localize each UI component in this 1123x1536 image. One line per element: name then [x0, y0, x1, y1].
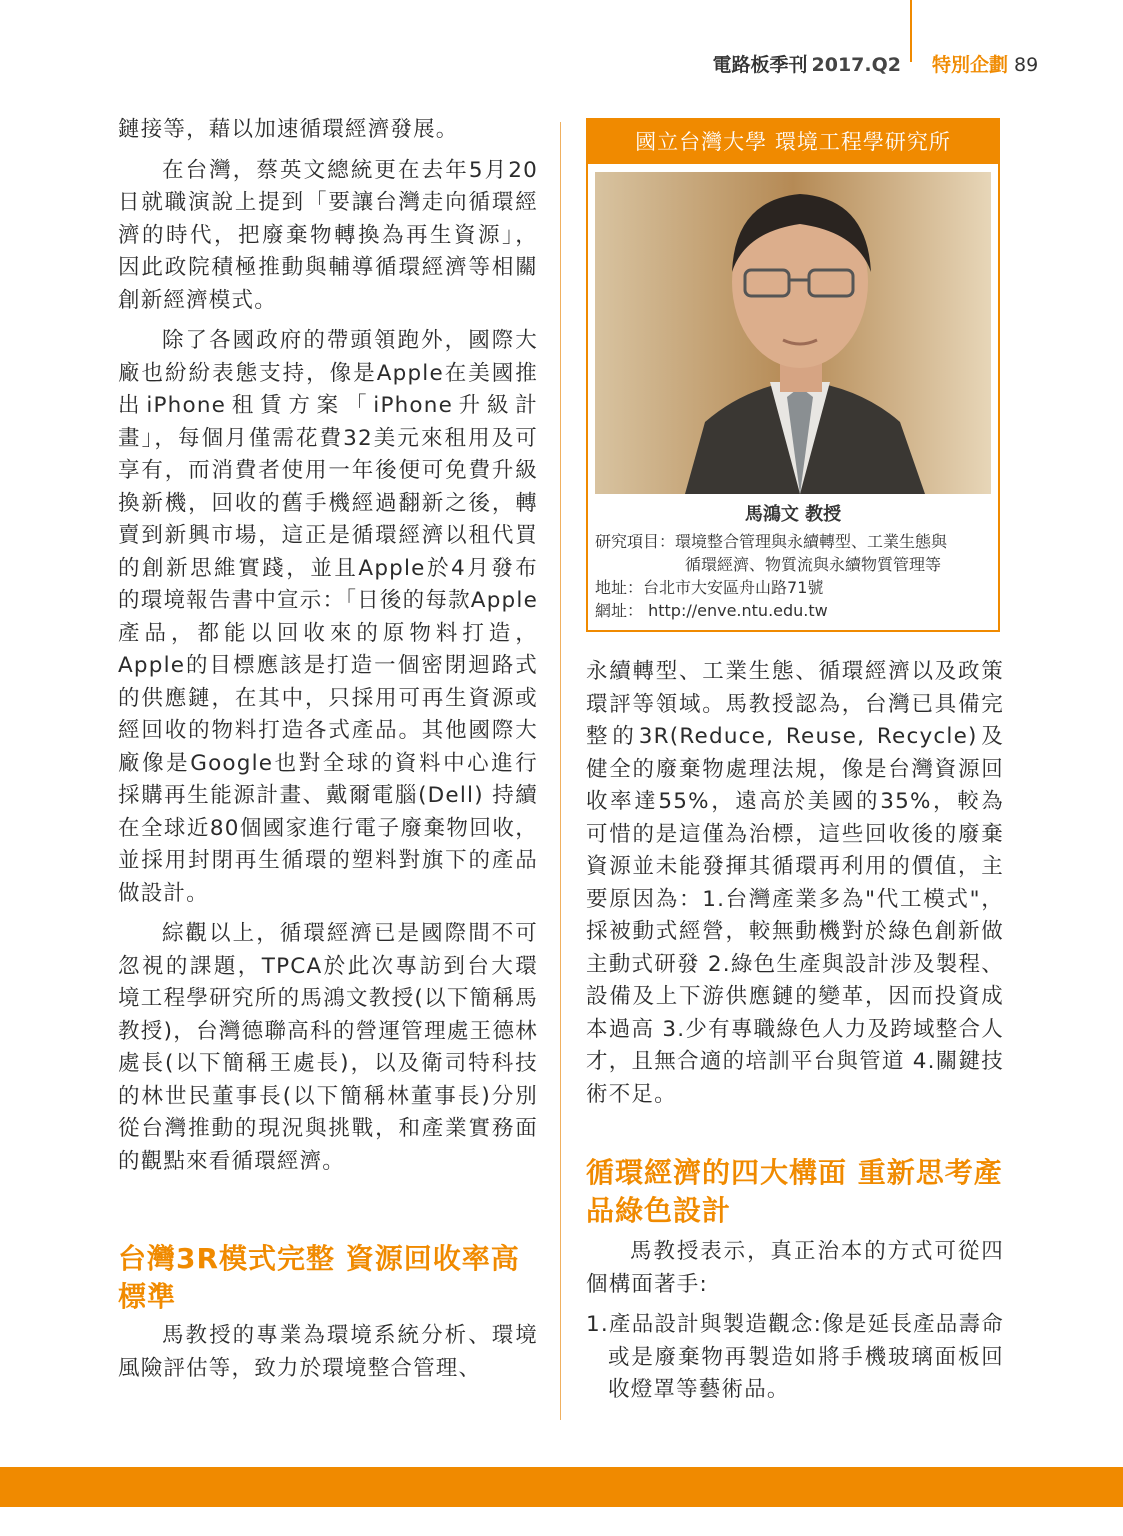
research-line-2: 循環經濟、物質流與永續物質管理等 — [685, 555, 942, 574]
paragraph-summary: 綜觀以上，循環經濟已是國際間不可忽視的課題，TPCA於此次專訪到台大環境工程學研究所的馬鴻文教授(以下簡稱馬教授)，台灣德聯高科的營運管理處王德林處長(以下簡稱王處長)，以及衛司特科技的林世民董事長(以下簡稱林董事長)分別從台灣推動的現況與挑戰，和產業實務面的觀點來看循環經濟。 — [118, 921, 538, 1174]
research-line-1: 環境整合管理與永續轉型、工業生態與 — [675, 532, 948, 551]
magazine-header — [713, 50, 902, 77]
paragraph-3r-analysis: 永續轉型、工業生態、循環經濟以及政策環評等領域。馬教授認為，台灣已具備完整的3R(Reduce, Reuse, Recycle)及健全的廢棄物處理法規，像是台灣資源回收率達55%，遠高於美國的35%，較為可惜的是這僅為治標，這些回收後的廢棄資源並未能發揮其循環再利用的價值，主要原因為：1.台灣產業多為"代工模式"，採被動式經營，較無動機對於綠色創新做主動式研發 2.綠色生產與設計涉及製程、設備及上下游供應鏈的變革，因而投資成本過高 3.少有專職綠色人力及跨域整合人才，且無合適的培訓平台與管道 4.關鍵技術不足。 — [586, 659, 1004, 1107]
issue-label: 2017.Q2 — [811, 54, 901, 76]
list-item-product-design: 1.產品設計與製造觀念:像是延長產品壽命或是廢棄物再製造如將手機玻璃面板回收燈罩等藝術品。 — [586, 1312, 1004, 1402]
research-label: 研究項目： — [595, 532, 676, 551]
professor-name: 馬鴻文 教授 — [744, 504, 842, 525]
paragraph-international: 除了各國政府的帶頭領跑外，國際大廠也紛紛表態支持，像是Apple在美國推出iPhone租賃方案「iPhone升級計畫」，每個月僅需花費32美元來租用及可享有，而消費者使用一年後便可免費升級換新機，回收的舊手機經過翻新之後，轉賣到新興市場，這正是循環經濟以租代買的創新思維實踐，並且Apple於4月發布的環境報告書中宣示：「日後的每款Apple產品，都能以回收來的原物料打造，Apple的目標應該是打造一個密閉迴路式的供應鏈，在其中，只採用可再生資源或經回收的物料打造各式產品。其他國際大廠像是Google也對全球的資料中心進行採購再生能源計畫、戴爾電腦(Dell) 持續在全球近80個國家進行電子廢棄物回收，並採用封閉再生循環的塑料對旗下的產品做設計。 — [118, 328, 538, 906]
magazine-title: 電路板季刊 — [712, 54, 808, 76]
profile-box-title: 國立台灣大學 環境工程學研究所 — [588, 120, 998, 164]
footer-accent-bar — [0, 1467, 1123, 1507]
paragraph-four-aspects-intro: 馬教授表示，真正治本的方式可從四個構面著手: — [586, 1239, 1004, 1297]
page-number: 89 — [1014, 54, 1039, 76]
right-column — [586, 656, 1004, 1111]
website-link[interactable]: http://enve.ntu.edu.tw — [648, 601, 828, 620]
paragraph-intro: 鏈接等，藉以加速循環經濟發展。 — [118, 117, 459, 142]
address-label: 地址： — [595, 578, 644, 597]
website-label: 網址： — [595, 601, 644, 620]
website-row — [595, 599, 947, 622]
section-title: 特別企劃 — [932, 54, 1009, 76]
left-column — [118, 114, 538, 1178]
section-heading-3r: 台灣3R模式完整 資源回收率高標準 — [118, 1242, 520, 1313]
column-divider — [560, 122, 561, 1420]
paragraph-professor-expertise: 馬教授的專業為環境系統分析、環境風險評估等，致力於環境整合管理、 — [118, 1323, 538, 1381]
header-divider-line — [910, 0, 912, 62]
profile-info — [595, 530, 947, 622]
section-header — [932, 50, 1038, 77]
right-section — [586, 1154, 1011, 1407]
address-value: 台北市大安區舟山路71號 — [643, 578, 824, 597]
left-section — [118, 1240, 543, 1385]
professor-photo — [595, 172, 991, 494]
research-row — [595, 530, 947, 553]
profile-box — [586, 118, 1000, 632]
paragraph-taiwan: 在台灣，蔡英文總統更在去年5月20日就職演說上提到「要讓台灣走向循環經濟的時代，把廢棄物轉換為再生資源」，因此政院積極推動與輔導循環經濟等相關創新經濟模式。 — [118, 157, 538, 313]
section-heading-four-aspects: 循環經濟的四大構面 重新思考產品綠色設計 — [586, 1156, 1003, 1227]
address-row — [595, 576, 947, 599]
